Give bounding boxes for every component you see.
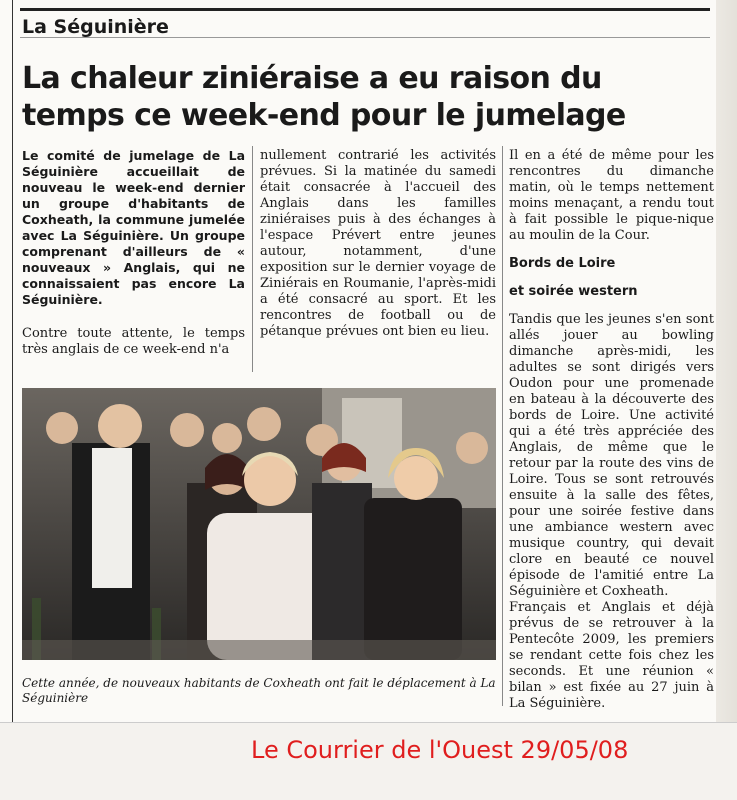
source-annotation: Le Courrier de l'Ouest 29/05/08 <box>251 736 629 764</box>
column-divider <box>502 146 503 706</box>
group-photo <box>22 388 496 660</box>
article-headline: La chaleur ziniéraise a eu raison du temps ce week-end pour le jumelage <box>22 61 626 133</box>
article-paragraph: Français et Anglais et déjà prévus de se retrouver à la Pentecôte 2009, les premiers se rendant cette fois chez les seconds. Et une réunion « bilan » est fixée au 27 juin à La Séguinière. <box>509 600 714 711</box>
article-paragraph: Tandis que les jeunes s'en sont allés jouer au bowling dimanche après-midi, les adultes se sont dirigés vers Oudon pour une promenade en bateau à la découverte des bords de Loire. Une activité qui a été très appréciée des Anglais, de même que le retour par la route des vins de Loire. Tous se sont retrouvés ensuite à la salle des fêtes, pour une soirée festive dans une ambiance western avec musique country, qui devait clore en beauté ce nouvel épisode de l'amitié entre La Séguinière et Coxheath. <box>509 312 714 599</box>
article-lead: Le comité de jumelage de La Séguinière accueillait de nouveau le week-end dernier un groupe d'habitants de Coxheath, la commune jumelée avec La Séguinière. Un groupe comprenant d'ailleurs de « nouveaux » Anglais, qui ne connaissaient pas encore La Séguinière. <box>22 148 245 307</box>
group-photo-illustration <box>22 388 496 660</box>
section-header <box>20 8 710 38</box>
photo-caption: Cette année, de nouveaux habitants de Coxheath ont fait le déplacement à La Séguinière <box>22 676 496 705</box>
article-paragraph: Contre toute attente, le temps très anglais de ce week-end n'a <box>22 326 245 357</box>
article-paragraph: Il en a été de même pour les rencontres du dimanche matin, où le temps nettement moins menaçant, a rendu tout à fait possible le pique-nique au moulin de la Cour. <box>509 148 714 243</box>
column-divider <box>252 146 253 372</box>
article-column-3 <box>509 148 714 723</box>
article-subhead: Bords de Loire <box>509 256 616 271</box>
article-subhead: et soirée western <box>509 284 638 299</box>
article-column-1 <box>22 148 245 370</box>
article-paragraph: nullement contrarié les activités prévues. Si la matinée du samedi était consacrée à l'accueil des Anglais dans les familles ziniéraises puis à des échanges à l'espace Prévert entre jeunes autour, notamment, d'une exposition sur le dernier voyage de Ziniérais en Roumanie, l'après-midi a été consacré au sport. Et les rencontres de football ou de pétanque prévues ont bien eu lieu. <box>260 148 496 339</box>
article-column-2 <box>260 148 496 352</box>
section-title: La Séguinière <box>22 16 169 38</box>
adjacent-page-edge-left <box>0 0 13 722</box>
adjacent-page-edge-right <box>716 0 737 722</box>
